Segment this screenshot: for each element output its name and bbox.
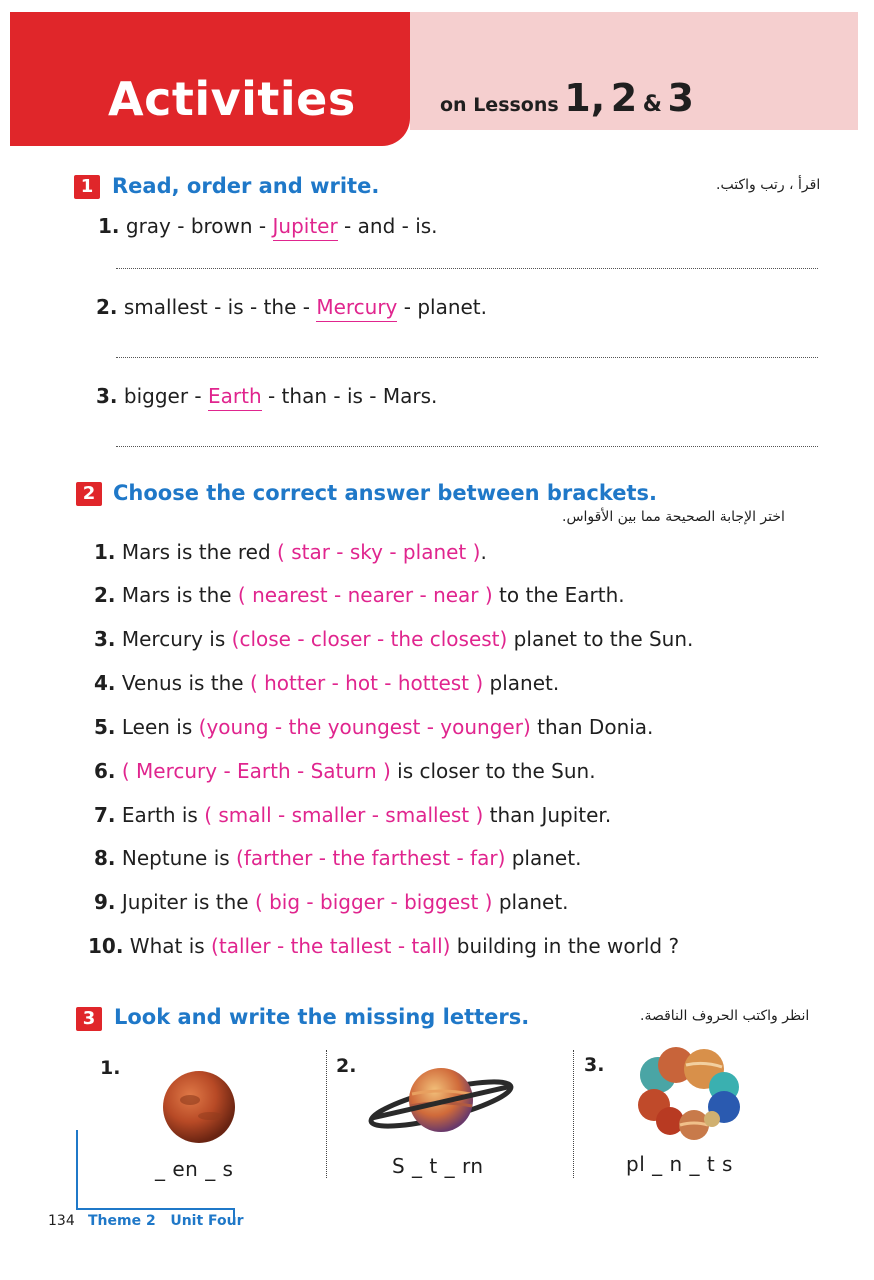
s1-item-2-word: Mercury [316, 295, 397, 322]
s1-item-1: 1. gray - brown - Jupiter - and - is. [98, 214, 438, 238]
subtitle-lesson-1: 1 [564, 76, 591, 120]
s2-item-6-options[interactable]: ( Mercury - Earth - Saturn ) [121, 759, 391, 783]
s3-item-1-word[interactable]: _ en _ s [155, 1157, 234, 1181]
s3-item-2-word[interactable]: S _ t _ rn [392, 1154, 484, 1178]
section1-arabic-instruction: اقرأ ، رتب واكتب. [716, 177, 821, 193]
s2-item-10-options[interactable]: (taller - the tallest - tall) [211, 934, 451, 958]
s2-item-6: 6. ( Mercury - Earth - Saturn ) is closer to the Sun. [94, 759, 596, 783]
planets-group-icon [632, 1045, 747, 1145]
section2-arabic-instruction: اختر الإجابة الصحيحة مما بين الأقواس. [562, 509, 785, 525]
section3-badge: 3 [76, 1007, 102, 1031]
s2-item-10: 10. What is (taller - the tallest - tall) building in the world ? [88, 934, 680, 958]
s2-item-2: 2. Mars is the ( nearest - nearer - near ) to the Earth. [94, 583, 625, 607]
footer-bracket-horizontal [76, 1208, 234, 1210]
section1-title: Read, order and write. [112, 174, 380, 198]
s2-item-8: 8. Neptune is (farther - the farthest - far) planet. [94, 846, 582, 870]
page-number: 134 [48, 1213, 75, 1229]
s2-item-5: 5. Leen is (young - the youngest - younger) than Donia. [94, 715, 654, 739]
answer-line-2[interactable] [116, 357, 818, 358]
column-divider-1 [326, 1050, 327, 1178]
saturn-planet-icon [366, 1062, 516, 1142]
s3-item-1-num: 1. [100, 1057, 121, 1079]
s3-item-2-num: 2. [336, 1055, 357, 1077]
s1-item-3-word: Earth [208, 384, 262, 411]
mars-planet-icon [160, 1070, 240, 1146]
s2-item-4: 4. Venus is the ( hotter - hot - hottest ) planet. [94, 671, 560, 695]
s2-item-9: 9. Jupiter is the ( big - bigger - biggest ) planet. [94, 890, 569, 914]
s2-item-1-options[interactable]: ( star - sky - planet ) [277, 540, 481, 564]
s1-item-2: 2. smallest - is - the - Mercury - planet. [96, 295, 487, 319]
footer-theme: Theme 2 [88, 1213, 156, 1229]
lesson-subtitle: on Lessons 1, 2 & 3 [440, 76, 694, 120]
s2-item-5-options[interactable]: (young - the youngest - younger) [198, 715, 531, 739]
section2-title: Choose the correct answer between brackets. [113, 481, 658, 505]
s2-item-7-options[interactable]: ( small - smaller - smallest ) [204, 803, 484, 827]
answer-line-3[interactable] [116, 446, 818, 447]
s1-item-1-word: Jupiter [273, 214, 338, 241]
footer-theme-unit [88, 1213, 244, 1229]
subtitle-amp: & [642, 92, 662, 117]
s2-item-4-options[interactable]: ( hotter - hot - hottest ) [249, 671, 484, 695]
column-divider-2 [573, 1050, 574, 1178]
s3-item-3-num: 3. [584, 1054, 605, 1076]
s1-item-3: 3. bigger - Earth - than - is - Mars. [96, 384, 437, 408]
page-title: Activities [108, 72, 356, 126]
section3-arabic-instruction: انظر واكتب الحروف الناقصة. [640, 1008, 810, 1024]
subtitle-prefix: on Lessons [440, 94, 559, 116]
s2-item-9-options[interactable]: ( big - bigger - biggest ) [254, 890, 493, 914]
s2-item-2-options[interactable]: ( nearest - nearer - near ) [237, 583, 493, 607]
s2-item-3: 3. Mercury is (close - closer - the closest) planet to the Sun. [94, 627, 694, 651]
subtitle-lesson-2: 2 [610, 76, 638, 120]
answer-line-1[interactable] [116, 268, 818, 269]
section1-badge: 1 [74, 175, 100, 199]
s3-item-3-word[interactable]: pl _ n _ t s [626, 1152, 733, 1176]
footer-bracket-vertical [76, 1130, 78, 1208]
footer-unit: Unit Four [170, 1213, 244, 1229]
s2-item-1: 1. Mars is the red ( star - sky - planet ). [94, 540, 487, 564]
s2-item-7: 7. Earth is ( small - smaller - smallest ) than Jupiter. [94, 803, 612, 827]
s2-item-3-options[interactable]: (close - closer - the closest) [231, 627, 508, 651]
s2-item-8-options[interactable]: (farther - the farthest - far) [236, 846, 506, 870]
subtitle-lesson-3: 3 [667, 76, 694, 120]
section3-title: Look and write the missing letters. [114, 1005, 530, 1029]
section2-badge: 2 [76, 482, 102, 506]
